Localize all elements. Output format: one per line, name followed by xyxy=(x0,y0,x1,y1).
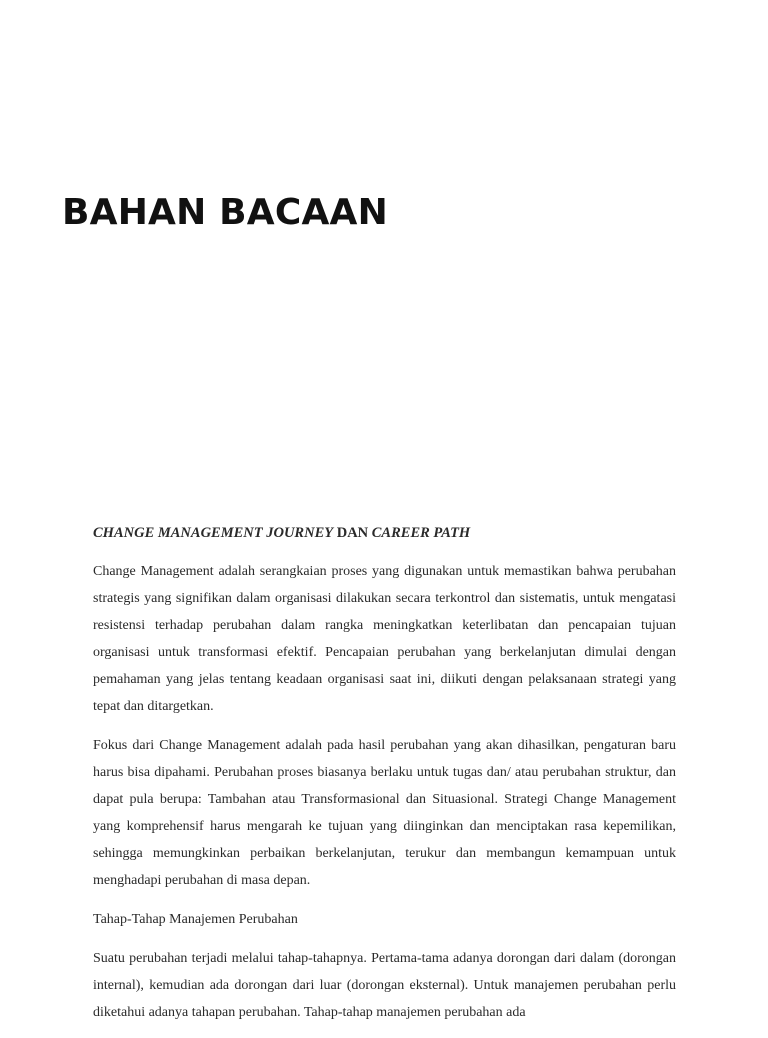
paragraph-1: Change Management adalah serangkaian proses yang digunakan untuk memastikan bahwa perubahan strategis yang signifikan dalam organisasi dilakukan secara terkontrol dan sistematis, untuk mengatasi resistensi terhadap perubahan dalam rangka meningkatkan keterlibatan dan pencapaian tujuan organisasi untuk transformasi efektif. Pencapaian perubahan yang berkelanjutan dimulai dengan pemahaman yang jelas tentang keadaan organisasi saat ini, diikuti dengan pelaksanaan strategi yang tepat dan ditargetkan. xyxy=(93,564,676,714)
paragraph-2: Fokus dari Change Management adalah pada hasil perubahan yang akan dihasilkan, pengaturan baru harus bisa dipahami. Perubahan proses biasanya berlaku untuk tugas dan/ atau perubahan struktur, dan dapat pula berupa: Tambahan atau Transformasional dan Situasional. Strategi Change Management yang komprehensif harus mengarah ke tujuan yang diinginkan dan menciptakan rasa kepemilikan, sehingga memungkinkan perbaikan berkelanjutan, terukur dan membangun kemampuan untuk menghadapi perubahan di masa depan. xyxy=(93,738,676,888)
section-heading-connector: DAN xyxy=(333,525,372,541)
subheading-tahap: Tahap-Tahap Manajemen Perubahan xyxy=(93,912,298,927)
document-body xyxy=(93,522,676,1038)
main-title: BAHAN BACAAN xyxy=(62,192,388,233)
section-heading-part-2: CAREER PATH xyxy=(371,525,471,541)
section-heading xyxy=(93,522,676,544)
paragraph-3: Suatu perubahan terjadi melalui tahap-tahapnya. Pertama-tama adanya dorongan dari dalam (dorongan internal), kemudian ada dorongan dari luar (dorongan eksternal). Untuk manajemen perubahan perlu diketahui adanya tahapan perubahan. Tahap-tahap manajemen perubahan ada xyxy=(93,951,676,1020)
section-heading-part-1: CHANGE MANAGEMENT JOURNEY xyxy=(93,525,334,541)
